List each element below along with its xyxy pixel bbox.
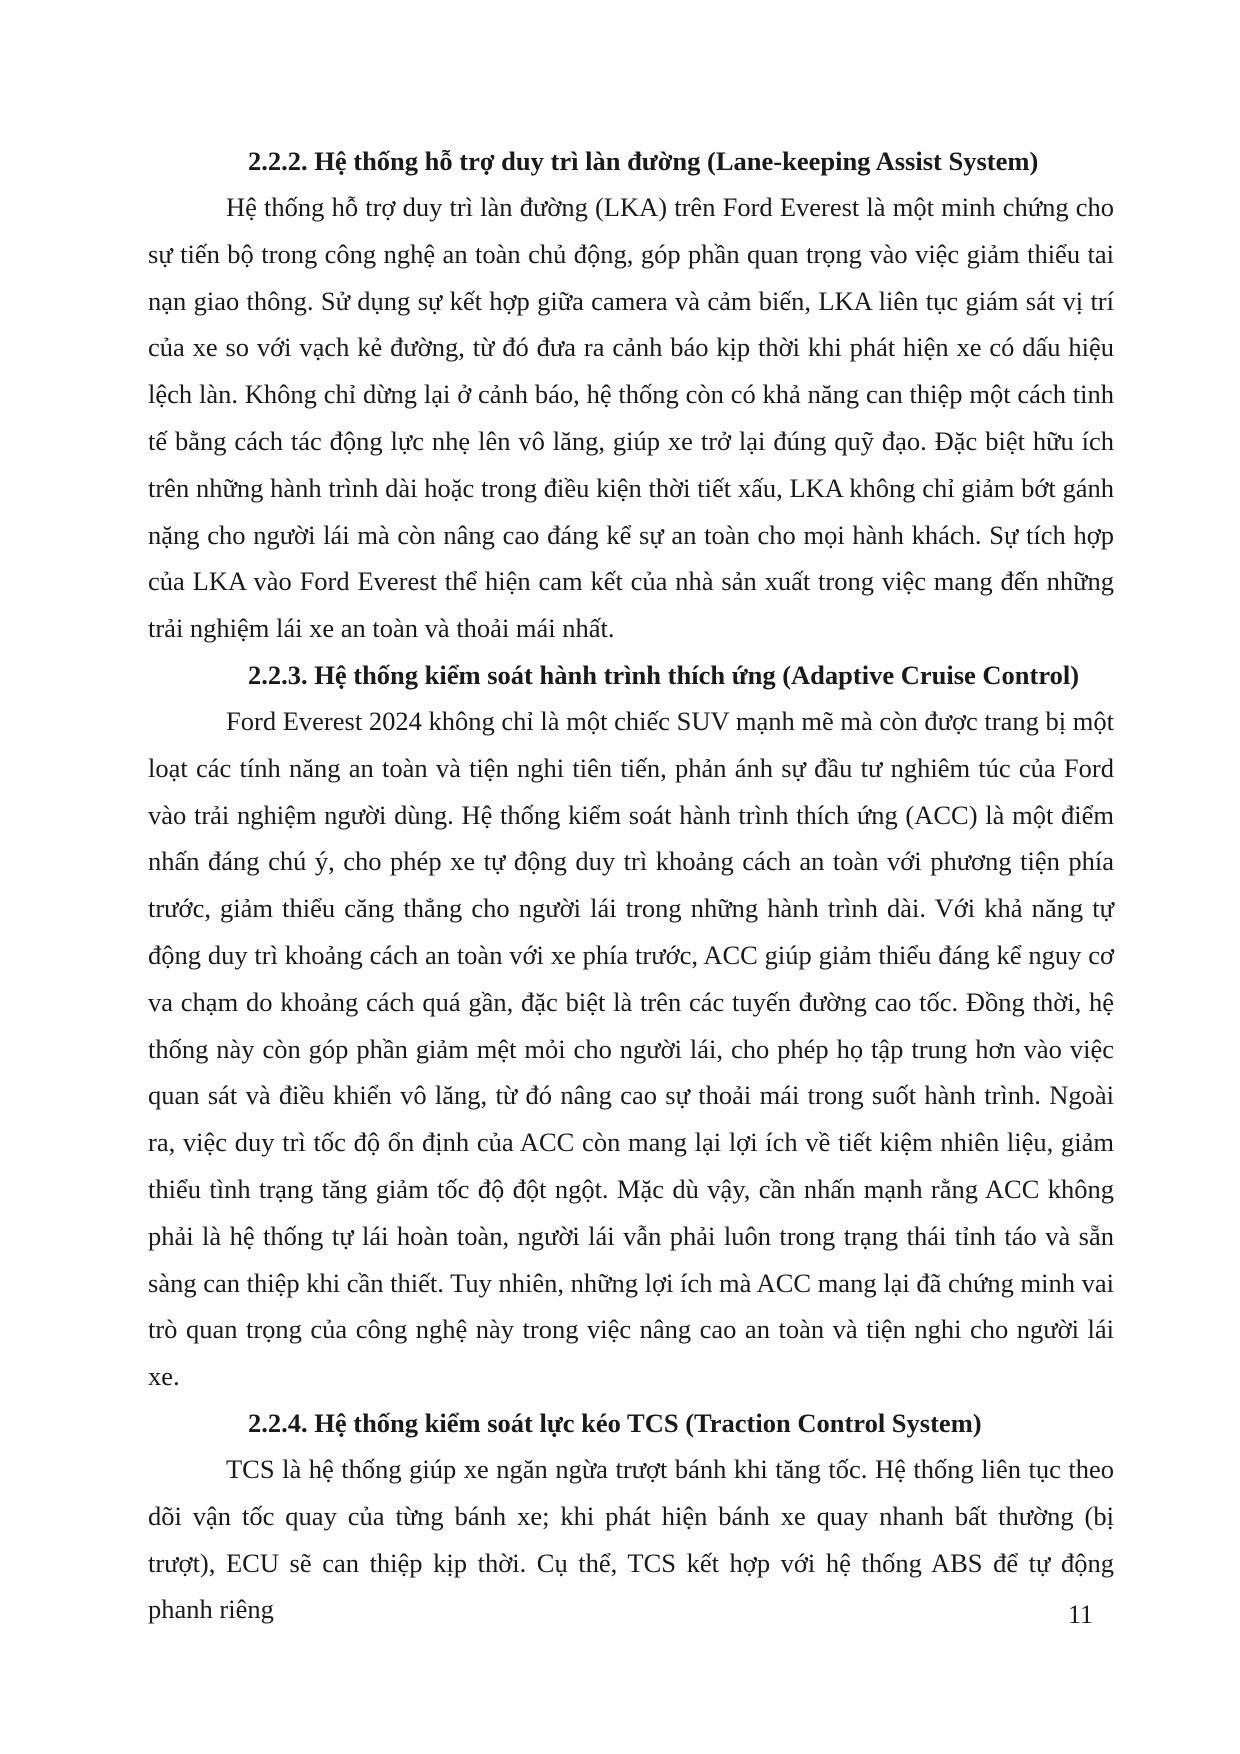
section-paragraph-adaptive-cruise: Ford Everest 2024 không chỉ là một chiếc SUV mạnh mẽ mà còn được trang bị một loạt các tính năng an toàn và tiện nghi tiên tiến, phản ánh sự đầu tư nghiêm túc của Ford vào trải nghiệm người dùng. Hệ thống kiểm soát hành trình thích ứng (ACC) là một điểm nhấn đáng chú ý, cho phép xe tự động duy trì khoảng cách an toàn với phương tiện phía trước, giảm thiểu căng thẳng cho người lái trong những hành trình dài. Với khả năng tự động duy trì khoảng cách an toàn với xe phía trước, ACC giúp giảm thiểu đáng kể nguy cơ va chạm do khoảng cách quá gần, đặc biệt là trên các tuyến đường cao tốc. Đồng thời, hệ thống này còn góp phần giảm mệt mỏi cho người lái, cho phép họ tập trung hơn vào việc quan sát và điều khiển vô lăng, từ đó nâng cao sự thoải mái trong suốt hành trình. Ngoài ra, việc duy trì tốc độ ổn định của ACC còn mang lại lợi ích về tiết kiệm nhiên liệu, giảm thiểu tình trạng tăng giảm tốc độ đột ngột. Mặc dù vậy, cần nhấn mạnh rằng ACC không phải là hệ thống tự lái hoàn toàn, người lái vẫn phải luôn trong trạng thái tỉnh táo và sẵn sàng can thiệp khi cần thiết. Tuy nhiên, những lợi ích mà ACC mang lại đã chứng minh vai trò quan trọng của công nghệ này trong việc nâng cao an toàn và tiện nghi cho người lái xe. [148,705,1114,1392]
page-content [148,138,1114,1633]
section-heading-adaptive-cruise: 2.2.3. Hệ thống kiểm soát hành trình thích ứng (Adaptive Cruise Control) [248,659,1080,690]
section-paragraph-lane-keeping: Hệ thống hỗ trợ duy trì làn đường (LKA) trên Ford Everest là một minh chứng cho sự tiến bộ trong công nghệ an toàn chủ động, góp phần quan trọng vào việc giảm thiểu tai nạn giao thông. Sử dụng sự kết hợp giữa camera và cảm biến, LKA liên tục giám sát vị trí của xe so với vạch kẻ đường, từ đó đưa ra cảnh báo kịp thời khi phát hiện xe có dấu hiệu lệch làn. Không chỉ dừng lại ở cảnh báo, hệ thống còn có khả năng can thiệp một cách tinh tế bằng cách tác động lực nhẹ lên vô lăng, giúp xe trở lại đúng quỹ đạo. Đặc biệt hữu ích trên những hành trình dài hoặc trong điều kiện thời tiết xấu, LKA không chỉ giảm bớt gánh nặng cho người lái mà còn nâng cao đáng kể sự an toàn cho mọi hành khách. Sự tích hợp của LKA vào Ford Everest thể hiện cam kết của nhà sản xuất trong việc mang đến những trải nghiệm lái xe an toàn và thoải mái nhất. [148,192,1114,644]
page-number: 11 [1068,1600,1094,1629]
section-heading-traction-control: 2.2.4. Hệ thống kiểm soát lực kéo TCS (Traction Control System) [248,1407,982,1438]
section-paragraph-traction-control: TCS là hệ thống giúp xe ngăn ngừa trượt bánh khi tăng tốc. Hệ thống liên tục theo dõi vận tốc quay của từng bánh xe; khi phát hiện bánh xe quay nhanh bất thường (bị trượt), ECU sẽ can thiệp kịp thời. Cụ thể, TCS kết hợp với hệ thống ABS để tự động phanh riêng [148,1453,1114,1625]
section-heading-lane-keeping: 2.2.2. Hệ thống hỗ trợ duy trì làn đường (Lane-keeping Assist System) [248,146,1039,176]
